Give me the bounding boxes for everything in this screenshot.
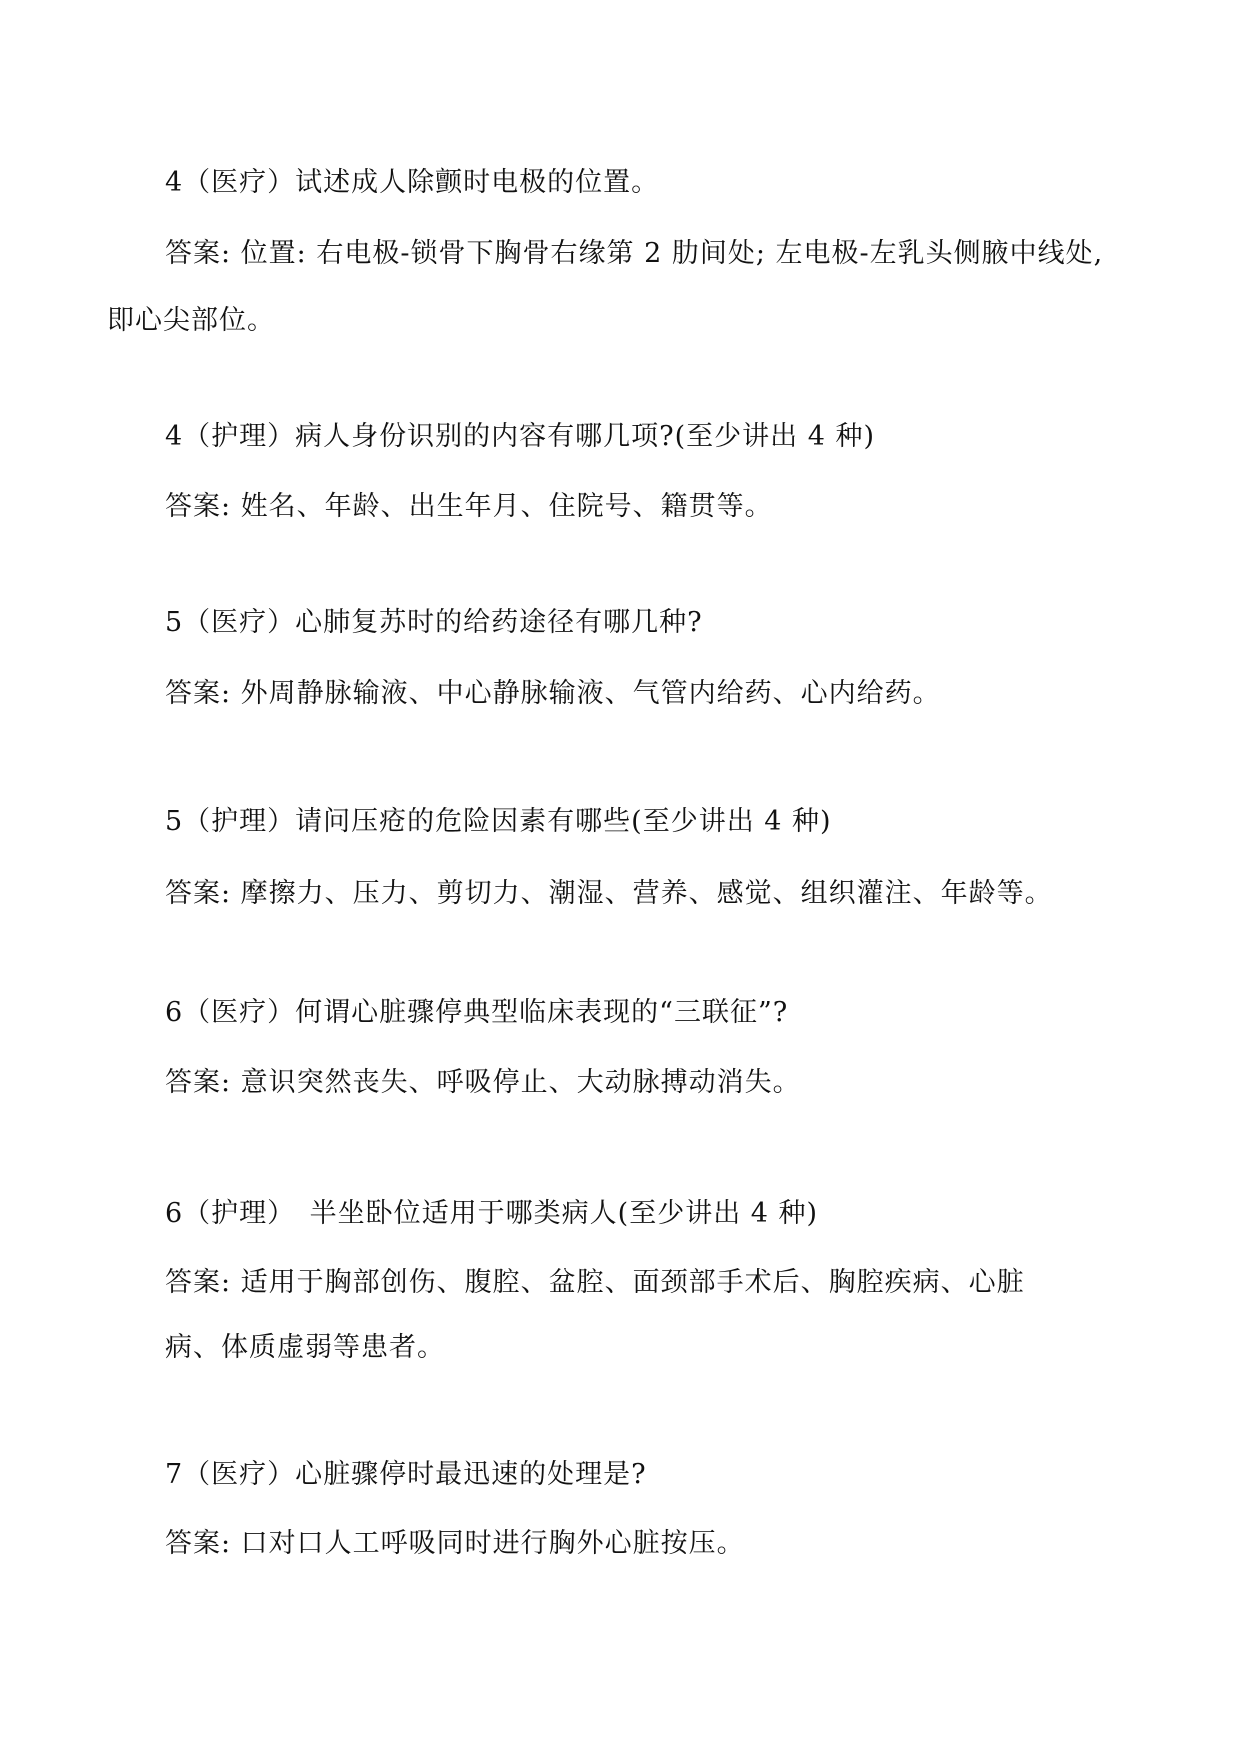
question-text: 6（护理） 半坐卧位适用于哪类病人(至少讲出 4 种) — [165, 1198, 819, 1229]
answer-text-continued: 病、体质虚弱等患者。 — [165, 1332, 445, 1363]
question-text: 5（护理）请问压疮的危险因素有哪些(至少讲出 4 种) — [165, 806, 832, 837]
answer-text: 答案: 适用于胸部创伤、腹腔、盆腔、面颈部手术后、胸腔疾病、心脏 — [165, 1267, 1025, 1298]
answer-text-continued: 即心尖部位。 — [107, 305, 275, 336]
question-text: 7（医疗）心脏骤停时最迅速的处理是? — [165, 1459, 647, 1490]
question-text: 4（护理）病人身份识别的内容有哪几项?(至少讲出 4 种) — [165, 421, 876, 452]
answer-text: 答案: 位置: 右电极-锁骨下胸骨右缘第 2 肋间处; 左电极-左乳头侧腋中线处, — [165, 238, 1104, 269]
answer-text: 答案: 姓名、年龄、出生年月、住院号、籍贯等。 — [165, 491, 773, 522]
question-text: 4（医疗）试述成人除颤时电极的位置。 — [165, 167, 660, 198]
answer-text: 答案: 摩擦力、压力、剪切力、潮湿、营养、感觉、组织灌注、年龄等。 — [165, 878, 1053, 909]
question-text: 5（医疗）心肺复苏时的给药途径有哪几种? — [165, 607, 703, 638]
answer-text: 答案: 意识突然丧失、呼吸停止、大动脉搏动消失。 — [165, 1067, 801, 1098]
answer-text: 答案: 外周静脉输液、中心静脉输液、气管内给药、心内给药。 — [165, 678, 941, 709]
answer-text: 答案: 口对口人工呼吸同时进行胸外心脏按压。 — [165, 1528, 745, 1559]
question-text: 6（医疗）何谓心脏骤停典型临床表现的“三联征”? — [165, 997, 789, 1028]
